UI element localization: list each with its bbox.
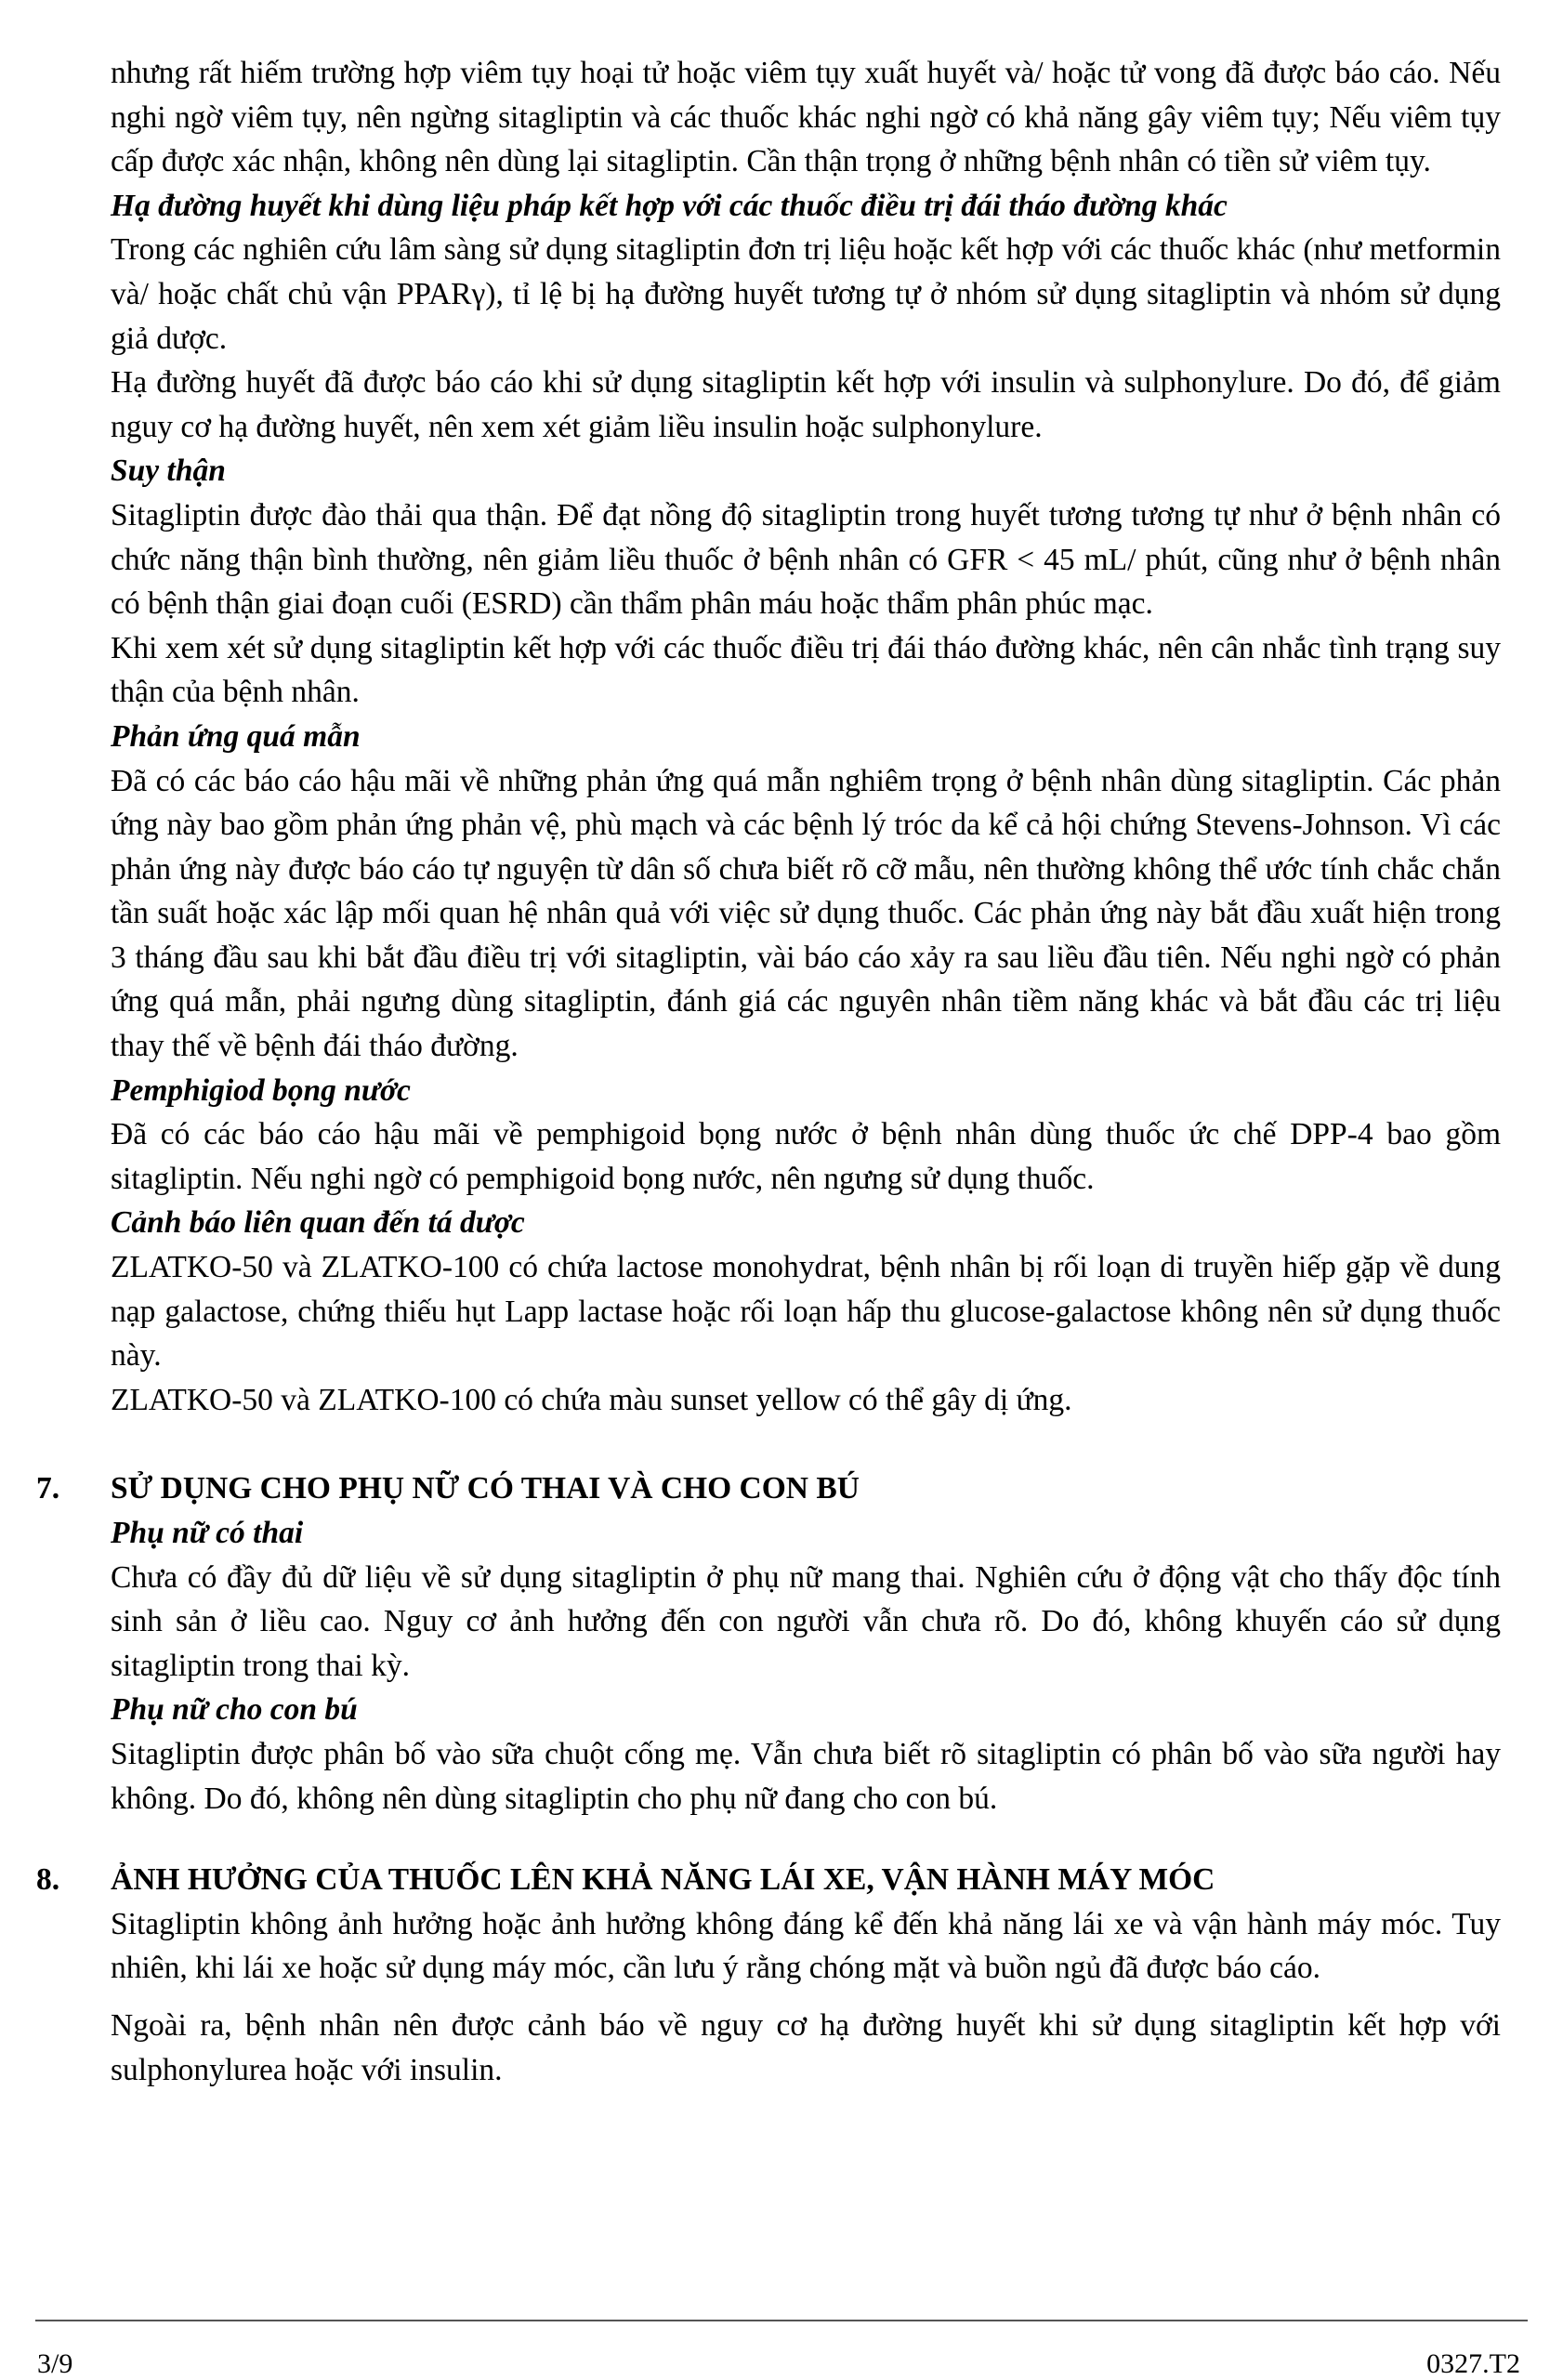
renal-paragraph-1: Sitagliptin được đào thải qua thận. Để đạt nồng độ sitagliptin trong huyết tương tương tự như ở bệnh nhân có chức năng thận bình thường, nên giảm liều thuốc ở bệnh nhân có GFR < 45 mL/ phút, cũng như ở bệnh nhân có bệnh thận giai đoạn cuối (ESRD) cần thẩm phân máu hoặc thẩm phân phúc mạc. xyxy=(111,497,1501,622)
pregnancy-heading: Phụ nữ có thai xyxy=(111,1516,304,1550)
renal-heading: Suy thận xyxy=(111,454,226,489)
driving-paragraph-1: Sitagliptin không ảnh hưởng hoặc ảnh hưởng không đáng kể đến khả năng lái xe và vận hành máy móc. Tuy nhiên, khi lái xe hoặc sử dụng máy móc, cần lưu ý rằng chóng mặt và buồn ngủ đã được báo cáo. xyxy=(111,1906,1501,1986)
renal-paragraph-2: Khi xem xét sử dụng sitagliptin kết hợp với các thuốc điều trị đái tháo đường khác, nên cân nhắc tình trạng suy thận của bệnh nhân. xyxy=(111,630,1501,710)
excipient-heading: Cảnh báo liên quan đến tá dược xyxy=(111,1205,525,1241)
excipient-paragraph-1: ZLATKO-50 và ZLATKO-100 có chứa lactose monohydrat, bệnh nhân bị rối loạn di truyền hiếp gặp về dung nạp galactose, chứng thiếu hụt Lapp lactase hoặc rối loạn hấp thu glucose-galactose không nên sử dụng thuốc này. xyxy=(111,1250,1501,1374)
page-number: 3/9 xyxy=(37,2348,73,2379)
document-body xyxy=(36,51,1501,2092)
excipient-paragraph-2: ZLATKO-50 và ZLATKO-100 có chứa màu sunset yellow có thể gây dị ứng. xyxy=(111,1382,1072,1417)
footer-divider xyxy=(35,2320,1528,2321)
section-7-heading xyxy=(36,1466,1501,1511)
driving-paragraph-2: Ngoài ra, bệnh nhân nên được cảnh báo về nguy cơ hạ đường huyết khi sử dụng sitagliptin kết hợp với sulphonylurea hoặc với insulin. xyxy=(111,2007,1501,2087)
lactation-paragraph: Sitagliptin được phân bố vào sữa chuột cống mẹ. Vẫn chưa biết rõ sitagliptin có phân bố vào sữa người hay không. Do đó, không nên dùng sitagliptin cho phụ nữ đang cho con bú. xyxy=(111,1736,1501,1816)
section-7-title: SỬ DỤNG CHO PHỤ NỮ CÓ THAI VÀ CHO CON BÚ xyxy=(111,1471,860,1506)
pemphigoid-heading: Pemphigiod bọng nước xyxy=(111,1072,411,1108)
hypoglycemia-paragraph-1: Trong các nghiên cứu lâm sàng sử dụng sitagliptin đơn trị liệu hoặc kết hợp với các thuốc khác (như metformin và/ hoặc chất chủ vận PPARγ), tỉ lệ bị hạ đường huyết tương tự ở nhóm sử dụng sitagliptin và nhóm sử dụng giả dược. xyxy=(111,232,1501,356)
document-code: 0327.T2 xyxy=(1426,2348,1520,2379)
hypersensitivity-heading: Phản ứng quá mẫn xyxy=(111,718,361,754)
pregnancy-paragraph: Chưa có đầy đủ dữ liệu về sử dụng sitagliptin ở phụ nữ mang thai. Nghiên cứu ở động vật cho thấy độc tính sinh sản ở liều cao. Nguy cơ ảnh hưởng đến con người vẫn chưa rõ. Do đó, không khuyến cáo sử dụng sitagliptin trong thai kỳ. xyxy=(111,1559,1501,1683)
section-8-title: ẢNH HƯỞNG CỦA THUỐC LÊN KHẢ NĂNG LÁI XE, VẬN HÀNH MÁY MÓC xyxy=(111,1862,1215,1898)
hypoglycemia-heading: Hạ đường huyết khi dùng liệu pháp kết hợp với các thuốc điều trị đái tháo đường khác xyxy=(111,188,1228,223)
pemphigoid-paragraph: Đã có các báo cáo hậu mãi về pemphigoid bọng nước ở bệnh nhân dùng thuốc ức chế DPP-4 bao gồm sitagliptin. Nếu nghi ngờ có pemphigoid bọng nước, nên ngưng sử dụng thuốc. xyxy=(111,1117,1501,1196)
pancreatitis-paragraph: nhưng rất hiếm trường hợp viêm tụy hoại tử hoặc viêm tụy xuất huyết và/ hoặc tử vong đã được báo cáo. Nếu nghi ngờ viêm tụy, nên ngừng sitagliptin và các thuốc khác nghi ngờ có khả năng gây viêm tụy; Nếu viêm tụy cấp được xác nhận, không nên dùng lại sitagliptin. Cần thận trọng ở những bệnh nhân có tiền sử viêm tụy. xyxy=(111,56,1501,179)
hypersensitivity-paragraph: Đã có các báo cáo hậu mãi về những phản ứng quá mẫn nghiêm trọng ở bệnh nhân dùng sitagliptin. Các phản ứng này bao gồm phản ứng phản vệ, phù mạch và các bệnh lý tróc da kể cả hội chứng Stevens-Johnson. Vì các phản ứng này được báo cáo tự nguyện từ dân số chưa biết rõ cỡ mẫu, nên thường không thể ước tính chắc chắn tần suất hoặc xác lập mối quan hệ nhân quả với việc sử dụng thuốc. Các phản ứng này bắt đầu xuất hiện trong 3 tháng đầu sau khi bắt đầu điều trị với sitagliptin, vài báo cáo xảy ra sau liều đầu tiên. Nếu nghi ngờ có phản ứng quá mẫn, phải ngưng dùng sitagliptin, đánh giá các nguyên nhân tiềm năng khác và bắt đầu các trị liệu thay thế về bệnh đái tháo đường. xyxy=(111,763,1501,1064)
section-7-number: 7. xyxy=(36,1471,60,1506)
hypoglycemia-paragraph-2: Hạ đường huyết đã được báo cáo khi sử dụng sitagliptin kết hợp với insulin và sulphonylure. Do đó, để giảm nguy cơ hạ đường huyết, nên xem xét giảm liều insulin hoặc sulphonylure. xyxy=(111,365,1501,444)
lactation-heading: Phụ nữ cho con bú xyxy=(111,1692,358,1728)
section-8-heading xyxy=(36,1858,1501,1902)
section-8-number: 8. xyxy=(36,1862,60,1898)
